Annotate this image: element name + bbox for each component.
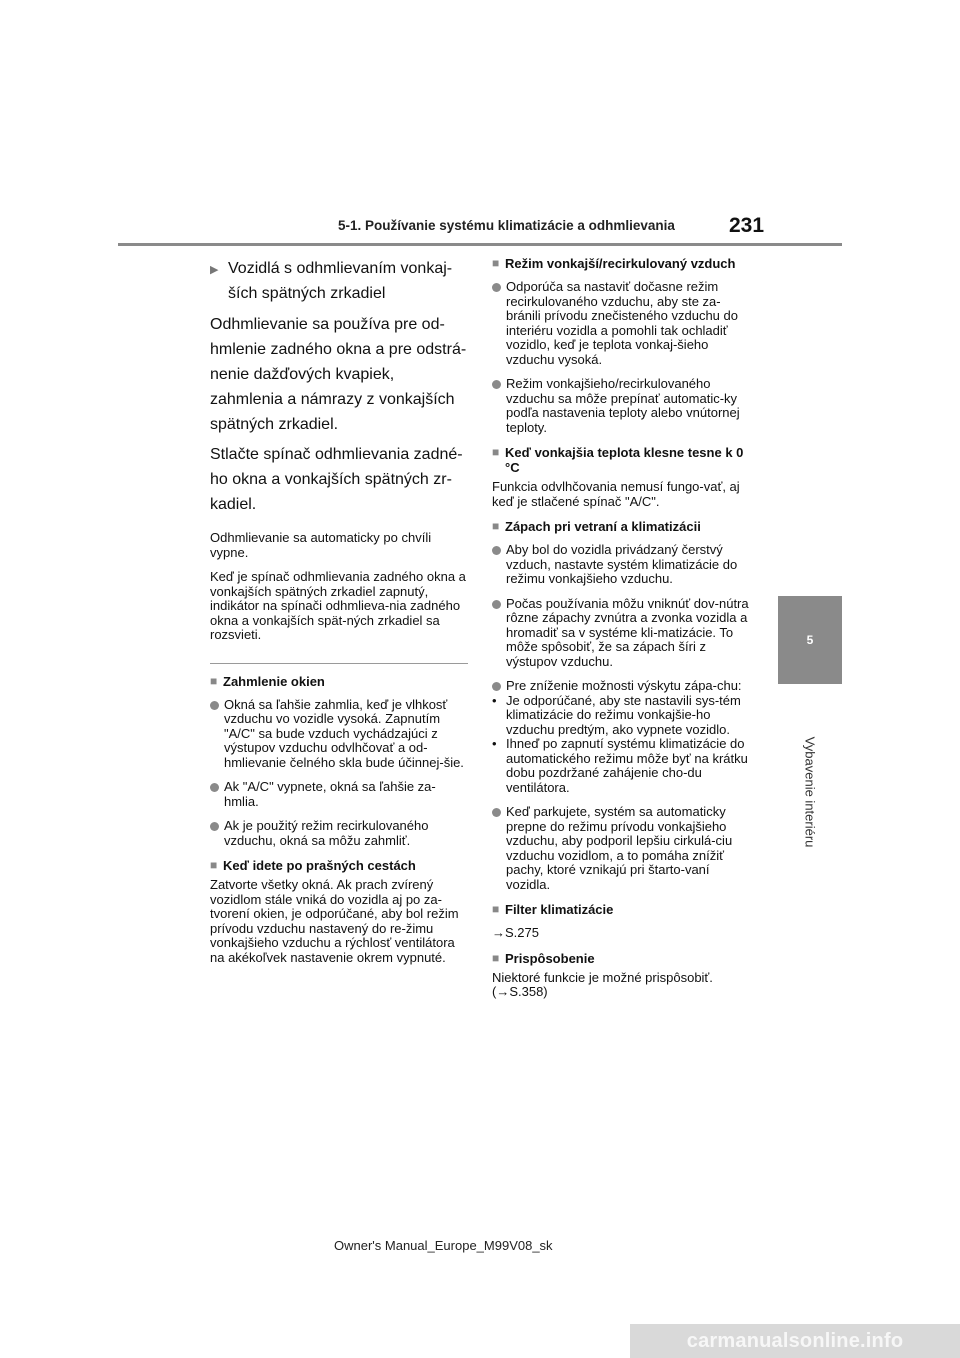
- note-auto-off: Odhmlievanie sa automaticky po chvíli vypne.: [210, 530, 432, 560]
- list-item: [492, 805, 754, 892]
- list-item: [492, 543, 754, 587]
- section-heading-fogging: [210, 674, 468, 689]
- square-bullet-icon: ■: [492, 950, 500, 965]
- bullet-dot-icon: [492, 682, 501, 691]
- dash-list: [492, 694, 754, 796]
- section-title: 5-1. Používanie systému klimatizácie a odhmlievania: [338, 218, 675, 233]
- bullet-dot-icon: [492, 380, 501, 389]
- section-text: Zatvorte všetky okná. Ak prach zvírený vozidlom stále vniká do vozidla aj po za-tvorení okien, je odporúčané, aby bol režim prívodu vzduchu nastavený do re-žimu vonkajšieho vzduchu a rýchlosť ventilátora na akékoľvek nastavenie okrem vypnuté.: [210, 877, 459, 965]
- section-title: Režim vonkajší/recirkulovaný vzduch: [505, 256, 736, 271]
- list-item: [492, 679, 754, 795]
- list-item-text: Keď parkujete, systém sa automaticky prepne do režimu prívodu vonkajšieho vzduchu, aby podporil lepšiu cirkulá-ciu vzduchu vozidlom, a to pomáha znížiť pachy, ktoré vznikajú pri štarto-vaní vozidla.: [506, 804, 733, 892]
- divider: [210, 663, 468, 664]
- square-bullet-icon: ■: [210, 858, 218, 872]
- left-column: [210, 256, 468, 975]
- section-heading-odor: [492, 519, 754, 534]
- section-heading-air-mode: [492, 256, 754, 271]
- list-item-text: Odporúča sa nastaviť dočasne režim recirkulovaného vzduchu, aby ste za-bránili prívodu znečisteného vzduchu do interiéru vozidla a pomohli tak ochladiť vozidlo, keď je teplota vonkaj-šieho vzduchu vysoká.: [506, 279, 738, 367]
- footer-text: Owner's Manual_Europe_M99V08_sk: [334, 1238, 553, 1253]
- page-reference-link[interactable]: →S.275: [492, 925, 539, 940]
- square-bullet-icon: ■: [492, 445, 500, 459]
- section-heading-filter: [492, 902, 754, 917]
- chapter-tab[interactable]: [778, 596, 842, 684]
- list-item: [492, 377, 754, 435]
- intro-paragraph: Odhmlievanie sa používa pre od-hmlenie zadného okna a pre odstrá-nenie dažďových kvapiek, zahmlenia a námrazy z vonkajších spätných zrkadiel.: [210, 316, 467, 433]
- dash-item-text: Ihneď po zapnutí systému klimatizácie do automatického režimu môže byť na krátku dobu pozdržané zahájenie cho-du ventilátora.: [506, 736, 748, 795]
- chapter-label: Vybavenie interiéru: [802, 736, 818, 848]
- sub-heading: [210, 256, 468, 306]
- list-item: [210, 780, 468, 809]
- section-heading-low-temp: [492, 445, 754, 475]
- section-title: Keď vonkajšia teplota klesne tesne k 0 °C: [505, 445, 744, 475]
- section-title: Keď idete po prašných cestách: [223, 858, 416, 873]
- bullet-dot-icon: [210, 822, 219, 831]
- bullet-dot-icon: [492, 600, 501, 609]
- list-item-body: [492, 678, 754, 795]
- chapter-number: 5: [806, 633, 814, 647]
- note-indicator: Keď je spínač odhmlievania zadného okna a vonkajších spätných zrkadiel zapnutý, indikátor na spínači odhmlieva-nia zadného okna a vonkajších spät-ných zrkadiel sa rozsvieti.: [210, 569, 466, 642]
- section-title: Zahmlenie okien: [223, 673, 325, 689]
- list-item-text: Ak "A/C" vypnete, okná sa ľahšie za-hmlia.: [224, 779, 436, 809]
- triangle-right-icon: ▶: [210, 264, 219, 276]
- section-title: Prispôsobenie: [505, 950, 595, 966]
- dash-item: [492, 737, 754, 795]
- dash-bullet-icon: •: [492, 736, 497, 751]
- square-bullet-icon: ■: [492, 902, 500, 916]
- bullet-dot-icon: [210, 701, 219, 710]
- square-bullet-icon: ■: [210, 673, 218, 688]
- watermark: carmanualsonline.info: [630, 1324, 960, 1358]
- instruction-paragraph: Stlačte spínač odhmlievania zadné-ho okna a vonkajších spätných zr-kadiel.: [210, 446, 463, 513]
- page-number: 231: [729, 214, 765, 237]
- bullet-dot-icon: [492, 808, 501, 817]
- bullet-dot-icon: [492, 546, 501, 555]
- section-text: Niektoré funkcie je možné prispôsobiť. (→S.358): [492, 969, 713, 999]
- section-heading-dusty-roads: [210, 858, 468, 873]
- list-item-text: Pre zníženie možnosti výskytu zápa-chu:: [506, 678, 742, 693]
- list-item: [210, 698, 468, 771]
- right-column: [492, 256, 754, 1010]
- bullet-dot-icon: [492, 283, 501, 292]
- list-item-text: Počas používania môžu vniknúť dov-nútra rôzne zápachy zvnútra a zvonka vozidla a hromadiť sa v systéme kli-matizácie. To môže spôsobiť, že sa zápach šíri z výstupov vzduchu.: [506, 595, 749, 669]
- list-item-text: Aby bol do vozidla privádzaný čerstvý vzduch, nastavte systém klimatizácie do režimu vonkajšieho vzduchu.: [506, 542, 738, 586]
- section-title: Zápach pri vetraní a klimatizácii: [505, 519, 701, 534]
- section-heading-customization: [492, 951, 754, 966]
- list-item: [210, 819, 468, 848]
- list-item: [492, 597, 754, 670]
- dash-item-text: Je odporúčané, aby ste nastavili sys-tém klimatizácie do režimu vonkajšie-ho vzduchu predtým, ako vypnete vozidlo.: [506, 692, 741, 737]
- dash-bullet-icon: •: [492, 692, 497, 708]
- list-item-text: Okná sa ľahšie zahmlia, keď je vlhkosť vzduchu vo vozidle vysoká. Zapnutím "A/C" sa bude vzduch vychádzajúci z výstupov vzduchu odvlhčovať a od-hmlievanie čelného skla bude účinnej-šie.: [224, 696, 464, 770]
- square-bullet-icon: ■: [492, 256, 500, 270]
- dash-item: [492, 694, 754, 738]
- list-item-text: Ak je použitý režim recirkulovaného vzduchu, okná sa môžu zahmliť.: [224, 818, 429, 848]
- section-text: Funkcia odvlhčovania nemusí fungo-vať, aj keď je stlačené spínač "A/C".: [492, 479, 740, 509]
- list-item-text: Režim vonkajšieho/recirkulovaného vzduchu sa môže prepínať automatic-ky podľa nastavenia teploty alebo vnútornej teploty.: [506, 376, 740, 435]
- list-item: [492, 280, 754, 367]
- bullet-dot-icon: [210, 783, 219, 792]
- section-title: Filter klimatizácie: [505, 902, 614, 917]
- header-rule: [118, 243, 842, 246]
- square-bullet-icon: ■: [492, 519, 500, 533]
- sub-heading-text: Vozidlá s odhmlievaním vonkaj-ších spätných zrkadiel: [228, 260, 453, 302]
